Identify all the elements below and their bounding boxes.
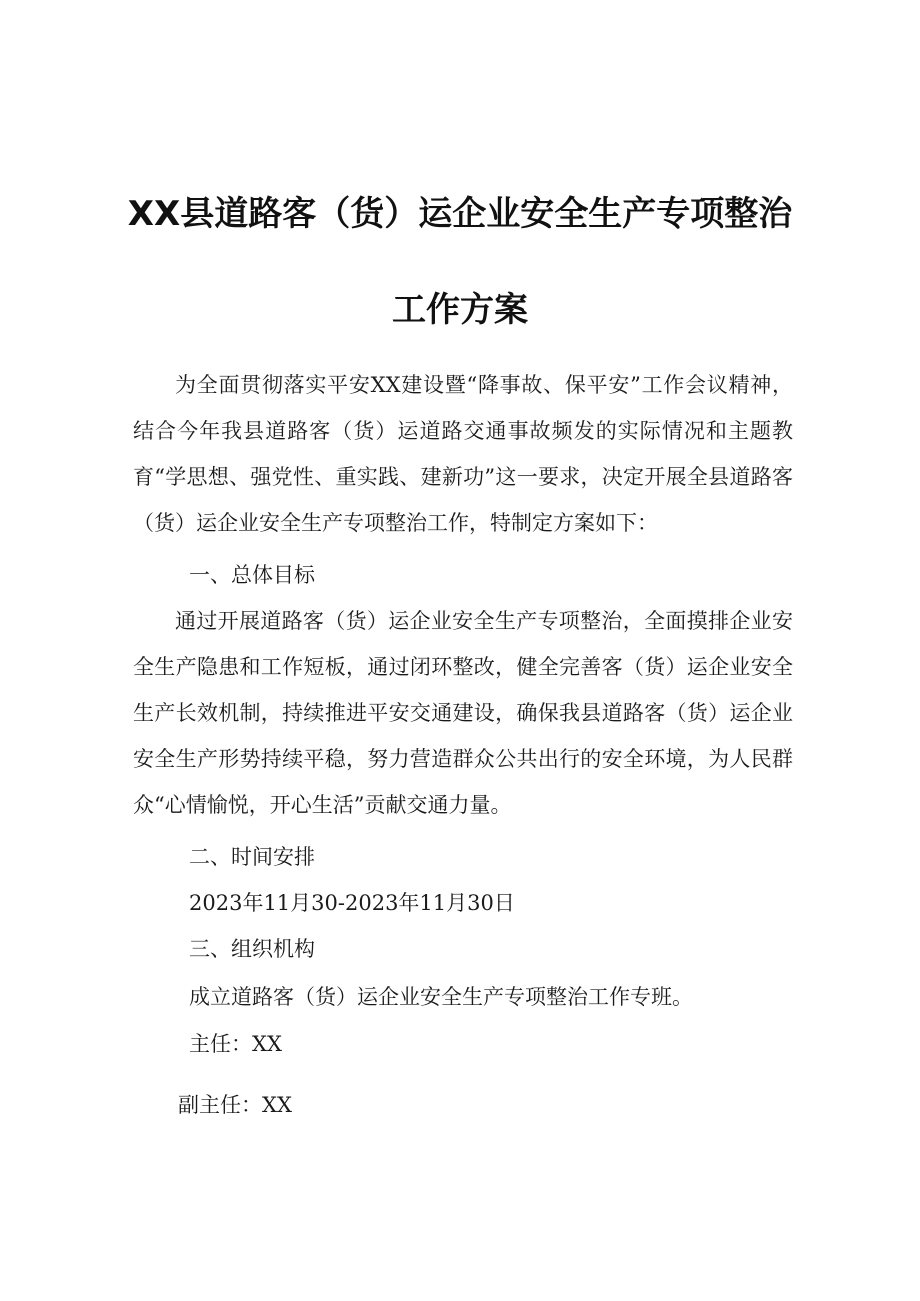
intro-block — [133, 362, 793, 546]
section2-heading: 二、时间安排 — [189, 845, 315, 869]
document-title-line2: 工作方案 — [392, 290, 528, 330]
section2-paragraph: 2023年11月30-2023年11月30日 — [189, 891, 515, 915]
section1-paragraph: 通过开展道路客（货）运企业安全生产专项整治，全面摸排企业安全生产隐患和工作短板，通过闭环整改，健全完善客（货）运企业安全生产长效机制，持续推进平安交通建设，确保我县道路客（货）运企业安全生产形势持续平稳，努力营造群众公共出行的安全环境，为人民群众“心情愉悦，开心生活”贡献交通力量。 — [133, 609, 793, 817]
document-title-line1: XX县道路客（货）运企业安全生产专项整治 — [127, 194, 793, 234]
deputy-director-line: 副主任：XX — [178, 1093, 292, 1117]
section3-heading: 三、组织机构 — [189, 937, 315, 961]
director-line: 主任：XX — [189, 1032, 282, 1056]
section3-paragraph: 成立道路客（货）运企业安全生产专项整治工作专班。 — [189, 985, 693, 1009]
section1-heading: 一、总体目标 — [189, 563, 315, 587]
section1-block — [133, 598, 793, 828]
intro-paragraph: 为全面贯彻落实平安XX建设暨“降事故、保平安”工作会议精神，结合今年我县道路客（货）运道路交通事故频发的实际情况和主题教育“学思想、强党性、重实践、建新功”这一要求，决定开展全县道路客（货）运企业安全生产专项整治工作，特制定方案如下： — [133, 373, 793, 535]
